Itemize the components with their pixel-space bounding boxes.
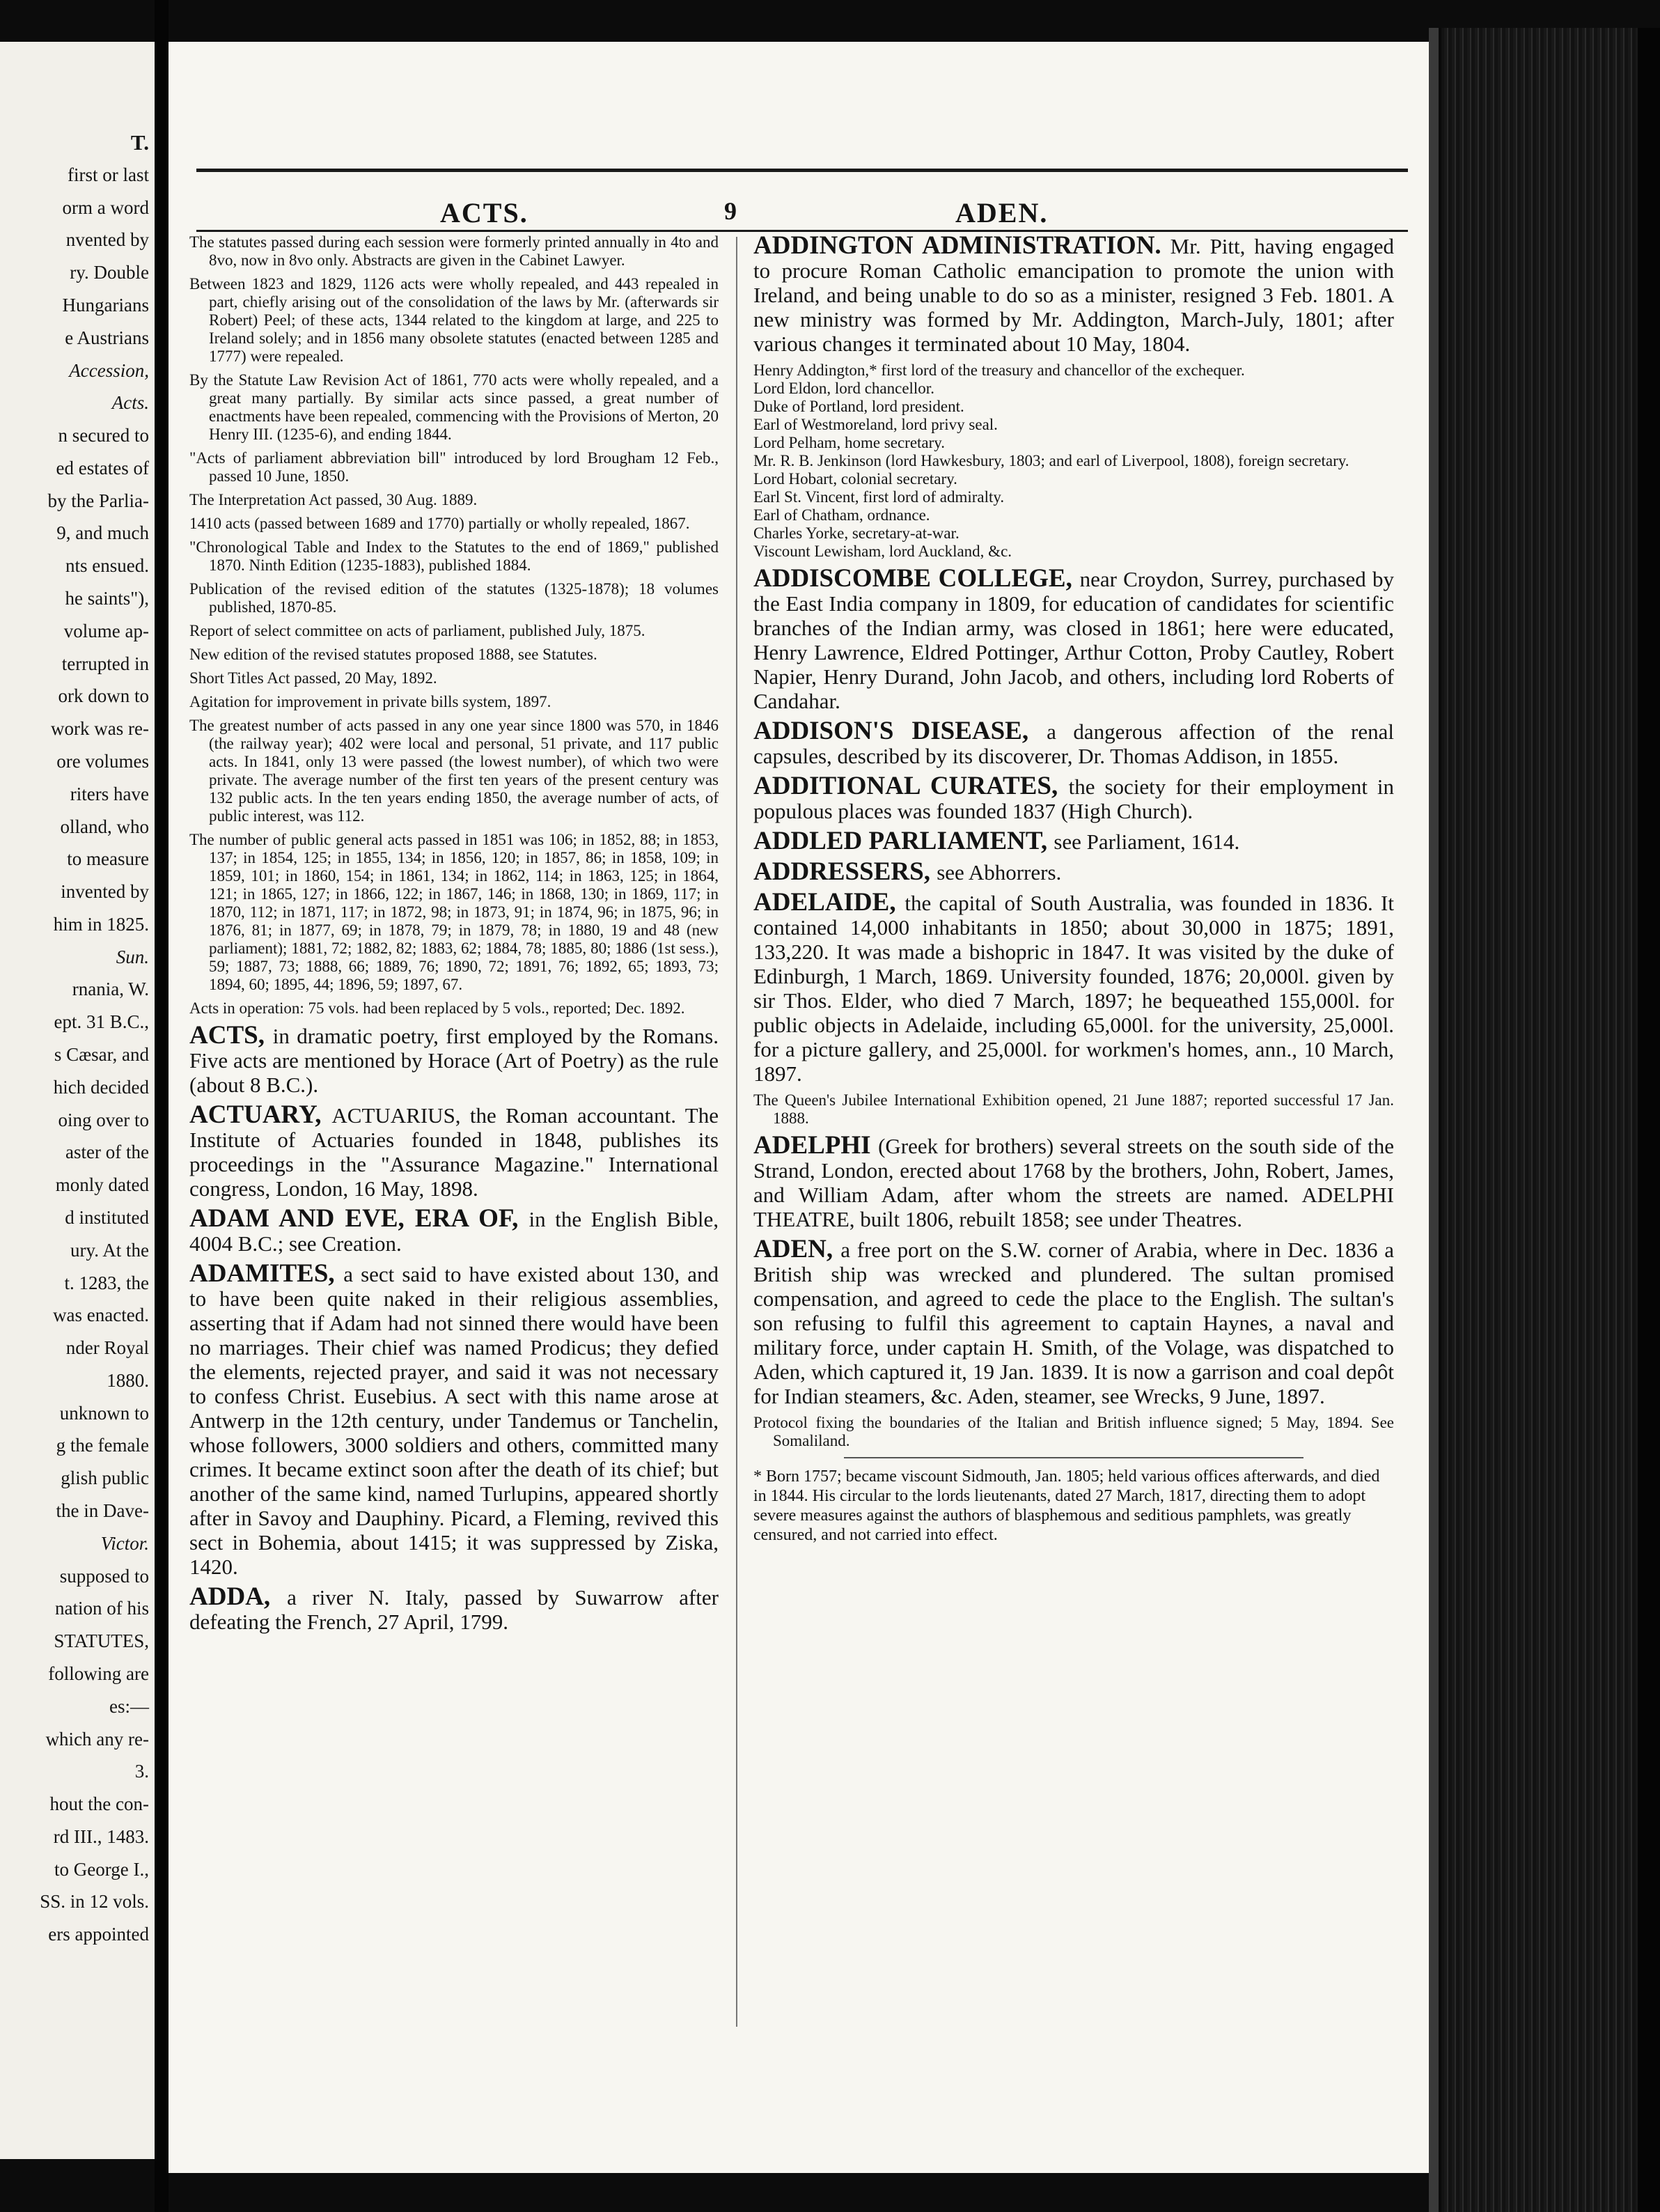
previous-page-line: him in 1825.: [53, 913, 149, 935]
previous-page-line: t. 1283, the: [64, 1272, 149, 1293]
left-entry: [189, 371, 719, 444]
previous-page-line: g the female: [56, 1435, 149, 1456]
left-entry: [189, 622, 719, 640]
previous-page-line: es:—: [109, 1695, 149, 1717]
previous-page-line: invented by: [61, 881, 149, 903]
left-entry: [189, 646, 719, 664]
previous-page-line: STATUTES,: [54, 1630, 149, 1652]
left-entry: [189, 693, 719, 711]
entry-text: a sect said to have existed about 130, and to have been quite naked in their religious assemblies, asserting that if Adam had not sinned there would have been no marriages. Their chief was named Prodicus; they defied the elements, rejected prayer, and said it was not necessary to confess Christ. Eusebius. A sect with this name arose at Antwerp in the 12th century, under Tandemus or Tanchelin, whose followers, 3000 soldiers and others, committed many crimes. It became extinct soon after the death of its chief; but another of the same kind, named Turlupins, appeared shortly after in Savoy and Dauphiny. Picard, a Fleming, revived this sect in Bohemia, about 1415; it was suppressed by Ziska, 1420.: [189, 1262, 719, 1579]
entry-headword: ADAMITES,: [189, 1259, 344, 1288]
right-entry: [753, 829, 1394, 854]
entry-text: The number of public general acts passed in 1851 was 106; in 1852, 88; in 1853, 137; in 1854, 125; in 1855, 134; in 1856, 120; in 1857, 86; in 1858, 109; in 1859, 101; in 1860, 154; in 1861, 134; in 1862, 114; in 1863, 125; in 1864, 121; in 1865, 127; in 1866, 122; in 1867, 146; in 1868, 130; in 1869, 117; in 1870, 112; in 1871, 117; in 1872, 98; in 1873, 91; in 1874, 96; in 1875, 96; in 1876, 81; in 1877, 69; in 1878, 79; in 1879, 78; in 1880, 19 and 48 (new parliament); 1881, 72; 1882, 82; 1883, 62; 1884, 78; 1885, 80; 1886 (1st sess.), 59; 1887, 73; 1888, 66; 1889, 76; 1890, 72; 1891, 76; 1892, 65; 1893, 73; 1894, 60; 1895, 44; 1896, 59; 1897, 67.: [189, 831, 719, 993]
entry-text: Publication of the revised edition of the statutes (1325-1878); 18 volumes published, 1870-85.: [189, 580, 719, 616]
previous-page-line: 1880.: [107, 1369, 149, 1391]
entry-text: The Queen's Jubilee International Exhibition opened, 21 June 1887; reported successful 17 Jan. 1888.: [753, 1091, 1394, 1127]
previous-page-line: Victor.: [100, 1532, 149, 1554]
left-entry: [189, 1023, 719, 1097]
entry-headword: ADAM AND EVE, ERA OF,: [189, 1204, 529, 1233]
entry-text: The statutes passed during each session were formerly printed annually in 4to and 8vo, now in 8vo only. Abstracts are given in the Cabinet Lawyer.: [189, 233, 719, 269]
entry-headword: ADDISON'S DISEASE,: [753, 717, 1047, 745]
entry-text: By the Statute Law Revision Act of 1861, 770 acts were wholly repealed, and a great many partially. By similar acts since passed, a great number of enactments have been repealed, commencing with the Provisions of Merton, 20 Henry III. (1235-6), and ending 1844.: [189, 371, 719, 443]
previous-page-line: nation of his: [55, 1598, 149, 1619]
ministry-list-item: Charles Yorke, secretary-at-war.: [753, 524, 960, 542]
previous-page-line: aster of the: [65, 1142, 149, 1163]
right-entry: [753, 566, 1394, 713]
left-entry: [189, 1584, 719, 1634]
entry-text: see Parliament, 1614.: [1054, 830, 1240, 854]
previous-page-line: ry. Double: [70, 262, 149, 283]
entry-headword: ADDA,: [189, 1582, 288, 1611]
previous-page-line: orm a word: [62, 196, 149, 218]
previous-page-line: volume ap-: [63, 620, 149, 641]
footnote: [753, 1467, 1394, 1545]
entry-headword: ADDISCOMBE COLLEGE,: [753, 564, 1080, 593]
previous-page-line: 3.: [134, 1761, 149, 1782]
header-right-word: ADEN.: [955, 197, 1049, 228]
previous-page-line: hout the con-: [49, 1793, 149, 1815]
ministry-list-item: Earl of Chatham, ordnance.: [753, 506, 930, 524]
previous-page-line: ers appointed: [48, 1924, 149, 1945]
book-page-edges: [1429, 28, 1660, 2212]
right-entry: [753, 1091, 1394, 1128]
entry-headword: ADDITIONAL CURATES,: [753, 772, 1069, 800]
left-entry: [189, 1261, 719, 1579]
previous-page-line: the in Dave-: [56, 1500, 149, 1521]
ministry-list-item: Lord Pelham, home secretary.: [753, 434, 946, 451]
left-entry: [189, 580, 719, 616]
previous-page-line: n secured to: [58, 425, 149, 446]
left-entry: [189, 491, 719, 509]
ministry-list-item: Viscount Lewisham, lord Auckland, &c.: [753, 543, 1012, 560]
entry-text: Mr. Pitt, having engaged to procure Roman Catholic emancipation to promote the union with Ireland, and being unable to do so as a minister, resigned 3 Feb. 1801. A new ministry was formed by Mr. Addington, March-July, 1801; after various changes it terminated about 10 May, 1804.: [753, 234, 1395, 356]
entry-text: Report of select committee on acts of parliament, published July, 1875.: [189, 622, 645, 639]
previous-page-line: by the Parlia-: [47, 490, 149, 511]
right-entry: [753, 859, 1394, 885]
previous-page-line: monly dated: [55, 1174, 149, 1196]
previous-page-line: e Austrians: [65, 327, 149, 348]
previous-page-line: Sun.: [116, 946, 149, 967]
left-entry: [189, 831, 719, 994]
previous-page-line: nder Royal: [65, 1337, 149, 1359]
left-column: [189, 233, 719, 1639]
entry-text: Agitation for improvement in private bills system, 1897.: [189, 693, 551, 710]
entry-text: The greatest number of acts passed in any one year since 1800 was 570, in 1846 (the railway year); 402 were local and personal, 51 private, and 117 public acts. In 1841, only 13 were passed (the lowest number), of which two were private. The average number of the first ten years of the present century was 132 public acts. In the ten years ending 1850, the average number of acts, of public interest, was 112.: [189, 717, 719, 825]
previous-page-line: first or last: [68, 164, 149, 185]
entry-text: (Greek for brothers) several streets on the south side of the Strand, London, erected about 1768 by the brothers, John, Robert, James, and William Adam, after whom the streets are named. ADELPHI THEATRE, built 1806, rebuilt 1858; see under Theatres.: [753, 1134, 1394, 1231]
previous-page-line: ed estates of: [56, 457, 149, 478]
previous-page-line: oing over to: [58, 1109, 149, 1130]
previous-page-line: rd III., 1483.: [53, 1825, 149, 1847]
header-rule-top: [196, 169, 1408, 172]
entry-text: a dangerous affection of the renal capsules, described by its discoverer, Dr. Thomas Addison, in 1855.: [753, 719, 1394, 768]
previous-page-line: was enacted.: [53, 1304, 149, 1326]
column-divider: [736, 237, 737, 2027]
ministry-list-item: Lord Eldon, lord chancellor.: [753, 380, 934, 397]
entry-text: "Chronological Table and Index to the Statutes to the end of 1869," published 1870. Ninth Edition (1235-1883), published 1884.: [189, 538, 719, 574]
entry-text: in the English Bible, 4004 B.C.; see Creation.: [189, 1207, 719, 1256]
previous-page-line: s Cæsar, and: [54, 1044, 149, 1065]
previous-page-line: Acts.: [111, 392, 149, 414]
entry-text: Between 1823 and 1829, 1126 acts were wholly repealed, and 443 repealed in part, chiefly arising out of the consolidation of the laws by Mr. (afterwards sir Robert) Peel; of these acts, 1344 related to the kingdom at large, and 225 to Ireland solely; and in 1856 many obsolete statutes (enacted between 1285 and 1777) were repealed.: [189, 275, 719, 365]
left-entry: [189, 1100, 719, 1201]
previous-page-line: hich decided: [53, 1076, 149, 1098]
previous-page-line: d instituted: [65, 1206, 149, 1228]
ministry-list-item: Henry Addington,* first lord of the treasury and chancellor of the exchequer.: [753, 361, 1245, 379]
previous-page-fragment: [0, 42, 155, 2159]
page-number: 9: [724, 197, 738, 225]
previous-page-line: to George I.,: [54, 1858, 149, 1880]
right-entry: [753, 890, 1394, 1086]
entry-text: The Interpretation Act passed, 30 Aug. 1889.: [189, 491, 478, 508]
previous-page-line: Accession,: [69, 359, 149, 381]
entry-text: near Croydon, Surrey, purchased by the East India company in 1809, for education of candidates for scientific branches of the Indian army, was closed in 1861; here were educated, Henry Lawrence, Eldred Pottinger, Arthur Cotton, Proby Cautley, Robert Napier, Henry Durand, John Jacob, and others, including lord Roberts of Candahar.: [753, 567, 1394, 713]
ministry-list-item: Duke of Portland, lord president.: [753, 398, 964, 415]
previous-page-line: Hungarians: [62, 294, 149, 316]
footnote-rule: [844, 1457, 1303, 1458]
entry-text: the society for their employment in populous places was founded 1837 (High Church).: [753, 774, 1394, 823]
previous-page-line: ore volumes: [56, 750, 149, 772]
left-entry: [189, 669, 719, 687]
entry-text: Acts in operation: 75 vols. had been replaced by 5 vols., reported; Dec. 1892.: [189, 999, 685, 1017]
entry-text: a free port on the S.W. corner of Arabia, where in Dec. 1836 a British ship was wrecked and plundered. The sultan promised compensation, and agreed to cede the place to the English. The sultan's son refusing to fulfil this agreement to captain Haynes, a naval and military force, under captain H. Smith, of the Volage, was dispatched to Aden, which captured it, 19 Jan. 1839. It is now a garrison and coal depôt for Indian steamers, &c. Aden, steamer, see Wrecks, 9 June, 1897.: [753, 1238, 1394, 1408]
entry-headword: ADEN,: [753, 1235, 841, 1263]
previous-page-line: olland, who: [60, 816, 149, 837]
previous-page-line: he saints"),: [65, 588, 149, 609]
ministry-list: [753, 361, 1394, 561]
dictionary-page: [169, 42, 1429, 2173]
right-entry: [753, 1414, 1394, 1450]
entry-headword: ADELPHI: [753, 1131, 879, 1160]
header-left-word: ACTS.: [440, 197, 528, 228]
previous-page-line: rnania, W.: [72, 979, 149, 1000]
entry-headword: ADDRESSERS,: [753, 857, 937, 886]
entry-text: 1410 acts (passed between 1689 and 1770) partially or wholly repealed, 1867.: [189, 515, 690, 532]
previous-page-line: ork down to: [58, 685, 149, 707]
previous-page-line: glish public: [61, 1467, 149, 1489]
left-entry: [189, 275, 719, 366]
previous-page-line: SS. in 12 vols.: [40, 1891, 149, 1913]
page-edges-icon: [1429, 28, 1660, 2212]
previous-page-line: unknown to: [59, 1402, 149, 1424]
entry-headword: ADELAIDE,: [753, 888, 905, 917]
previous-page-line: terrupted in: [61, 653, 149, 674]
left-entry: [189, 538, 719, 575]
entry-text: Protocol fixing the boundaries of the Italian and British influence signed; 5 May, 1894. See Somaliland.: [753, 1414, 1394, 1449]
left-entry: [189, 515, 719, 533]
ministry-list-item: Earl St. Vincent, first lord of admiralty.: [753, 488, 1005, 506]
left-entry: [189, 717, 719, 825]
previous-page-line: T.: [130, 130, 149, 155]
entry-text: in dramatic poetry, first employed by the Romans. Five acts are mentioned by Horace (Art of Poetry) as the rule (about 8 B.C.).: [189, 1024, 719, 1097]
entry-text: a river N. Italy, passed by Suwarrow after defeating the French, 27 April, 1799.: [189, 1585, 719, 1634]
entry-headword: ADDLED PARLIAMENT,: [753, 827, 1054, 855]
right-entry: [753, 1237, 1394, 1408]
entry-text: the capital of South Australia, was founded in 1836. It contained 14,000 inhabitants in 1850; about 30,000 in 1875; 1891, 133,220. It was made a bishopric in 1847. It was visited by the duke of Edinburgh, 1 March, 1869. University founded, 1876; 20,000l. given by sir Thos. Elder, who died 7 March, 1897; he bequeathed 155,000l. for public objects in Adelaide, including 65,000l. for the university, 25,000l. for a picture gallery, and 25,000l. for workmen's homes, ann., 10 March, 1897.: [753, 891, 1394, 1086]
ministry-list-item: Earl of Westmoreland, lord privy seal.: [753, 416, 998, 433]
left-entry: [189, 999, 719, 1018]
left-entry: [189, 233, 719, 270]
book-gutter: [155, 0, 169, 2212]
entry-text: "Acts of parliament abbreviation bill" introduced by lord Brougham 12 Feb., passed 10 June, 1850.: [189, 449, 719, 485]
previous-page-line: ury. At the: [70, 1239, 149, 1261]
previous-page-line: nvented by: [65, 229, 149, 251]
ministry-list-item: Lord Hobart, colonial secretary.: [753, 470, 957, 488]
footnote-text: * Born 1757; became viscount Sidmouth, Jan. 1805; held various offices afterwards, and died in 1844. His circular to the lords lieutenants, dated 27 March, 1817, directing them to adopt severe measures against the authors of blasphemous and seditious pamphlets, was greatly censured, and not carried into effect.: [753, 1467, 1380, 1544]
right-entry: [753, 1133, 1394, 1231]
previous-page-line: 9, and much: [56, 522, 149, 544]
right-entry: [753, 774, 1394, 823]
previous-page-line: work was re-: [51, 718, 149, 740]
entry-text: see Abhorrers.: [937, 860, 1062, 885]
left-entry: [189, 1206, 719, 1256]
entry-text: New edition of the revised statutes proposed 1888, see Statutes.: [189, 646, 597, 663]
entry-headword: ACTUARY,: [189, 1100, 332, 1129]
left-entry: [189, 449, 719, 485]
previous-page-line: following are: [48, 1662, 149, 1684]
right-entry: [753, 719, 1394, 768]
entry-addington-administration: [753, 233, 1394, 356]
ministry-list-item: Mr. R. B. Jenkinson (lord Hawkesbury, 1803; and earl of Liverpool, 1808), foreign secretary.: [753, 452, 1349, 469]
entry-text: Short Titles Act passed, 20 May, 1892.: [189, 669, 437, 687]
entry-headword: ADDINGTON ADMINISTRATION.: [753, 231, 1161, 260]
previous-page-line: riters have: [70, 783, 149, 804]
previous-page-line: nts ensued.: [65, 555, 149, 577]
entry-text: ACTUARIUS, the Roman accountant. The Institute of Actuaries founded in 1848, publishes its proceedings in the "Assurance Magazine." International congress, London, 16 May, 1898.: [189, 1103, 719, 1201]
right-entries: [753, 566, 1394, 1450]
previous-page-line: to measure: [67, 848, 149, 870]
right-column: [753, 233, 1394, 1545]
previous-page-line: supposed to: [59, 1565, 149, 1587]
previous-page-line: ept. 31 B.C.,: [54, 1011, 149, 1033]
previous-page-line: which any re-: [45, 1728, 149, 1750]
entry-headword: ACTS,: [189, 1021, 273, 1050]
